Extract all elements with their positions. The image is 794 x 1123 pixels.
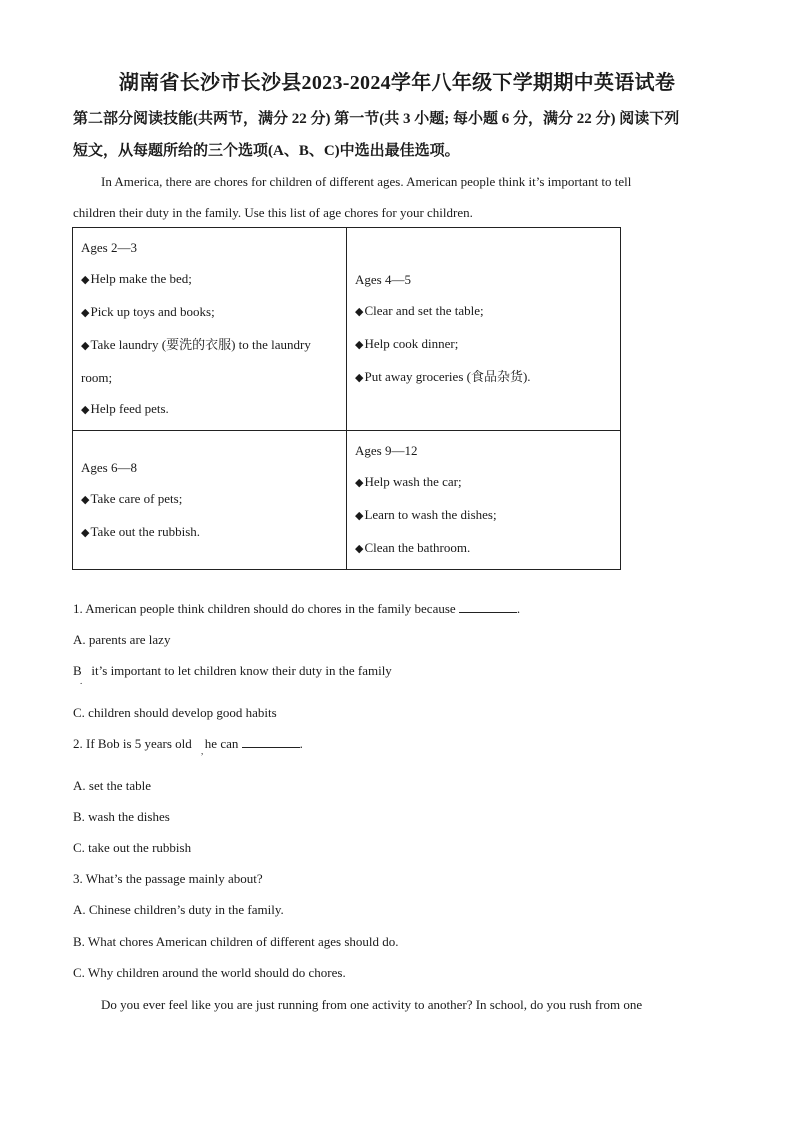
table-row: [73, 228, 621, 431]
diamond-bullet-icon: ◆: [81, 307, 90, 319]
list-item: ◆Take care of pets;: [81, 490, 183, 506]
section-heading: [73, 103, 723, 167]
page-title: 湖南省长沙市长沙县2023-2024学年八年级下学期期中英语试卷: [118, 72, 676, 94]
answer-blank: [459, 600, 517, 613]
diamond-bullet-icon: ◆: [355, 339, 364, 351]
question-2-stem: 2. If Bob is 5 years old he can .: [73, 736, 303, 751]
question-3-option-a: A. Chinese children’s duty in the family.: [73, 902, 284, 917]
list-item: ◆Clean the bathroom.: [355, 540, 471, 555]
diamond-bullet-icon: ◆: [81, 274, 90, 286]
stray-period-mark: .: [80, 676, 83, 686]
question-1-stem: 1. American people think children should do chores in the family because .: [73, 601, 521, 616]
intro-line2: children their duty in the family. Use this list of age chores for your children.: [73, 205, 473, 220]
cell-ages-6-8: [73, 431, 347, 570]
stray-comma-mark: ,: [201, 746, 204, 756]
question-1-option-c: C. children should develop good habits: [73, 705, 277, 720]
diamond-bullet-icon: ◆: [355, 510, 364, 522]
cell-ages-4-5: [347, 228, 621, 431]
question-2-option-b: B. wash the dishes: [73, 809, 170, 824]
question-3-option-b: B. What chores American children of different ages should do.: [73, 934, 399, 949]
list-item: ◆Help cook dinner;: [355, 336, 459, 351]
diamond-bullet-icon: ◆: [355, 477, 364, 489]
question-3-stem: 3. What’s the passage mainly about?: [73, 871, 263, 886]
question-1-option-a: A. parents are lazy: [73, 632, 171, 647]
question-3-option-c: C. Why children around the world should do chores.: [73, 965, 346, 980]
list-item: ◆Take laundry (要洗的衣服) to the laundry: [81, 337, 311, 352]
cell-heading: Ages 6—8: [81, 459, 137, 475]
chores-table: [72, 227, 621, 570]
diamond-bullet-icon: ◆: [81, 404, 90, 416]
diamond-bullet-icon: ◆: [81, 526, 90, 539]
list-item: ◆Clear and set the table;: [355, 303, 484, 318]
answer-blank: [242, 735, 300, 748]
table-row: [73, 431, 621, 570]
diamond-bullet-icon: ◆: [355, 306, 364, 318]
section-heading-line2: 短文，从每题所给的三个选项(A、B、C)中选出最佳选项。: [73, 143, 460, 159]
list-item: ◆Put away groceries (食品杂货).: [355, 369, 531, 384]
cell-ages-2-3: [73, 228, 347, 431]
cell-heading: Ages 2—3: [81, 240, 137, 255]
list-item: ◆Help wash the car;: [355, 474, 462, 489]
intro-line1: In America, there are chores for children of different ages. American people think it’s important to tell: [101, 174, 632, 189]
question-2-option-c: C. take out the rubbish: [73, 840, 192, 855]
list-item: ◆Help feed pets.: [81, 401, 169, 416]
section-heading-line1: 第二部分阅读技能(共两节，满分 22 分) 第一节(共 3 小题; 每小题 6 分，满分 22 分) 阅读下列: [73, 111, 680, 127]
diamond-bullet-icon: ◆: [81, 493, 90, 506]
question-1-option-b: B it’s important to let children know their duty in the family: [73, 663, 392, 678]
cell-heading: Ages 9—12: [355, 443, 418, 458]
list-item: ◆Learn to wash the dishes;: [355, 507, 497, 522]
diamond-bullet-icon: ◆: [355, 372, 364, 384]
diamond-bullet-icon: ◆: [81, 340, 90, 352]
list-item-continued: room;: [81, 370, 113, 385]
list-item: ◆Take out the rubbish.: [81, 523, 201, 539]
next-passage-line1: Do you ever feel like you are just running from one activity to another? In school, do you rush from one: [101, 997, 643, 1012]
diamond-bullet-icon: ◆: [355, 543, 364, 555]
cell-heading: Ages 4—5: [355, 272, 411, 287]
list-item: ◆Pick up toys and books;: [81, 304, 215, 319]
cell-ages-9-12: [347, 431, 621, 570]
question-2-option-a: A. set the table: [73, 778, 151, 793]
list-item: ◆Help make the bed;: [81, 271, 192, 286]
